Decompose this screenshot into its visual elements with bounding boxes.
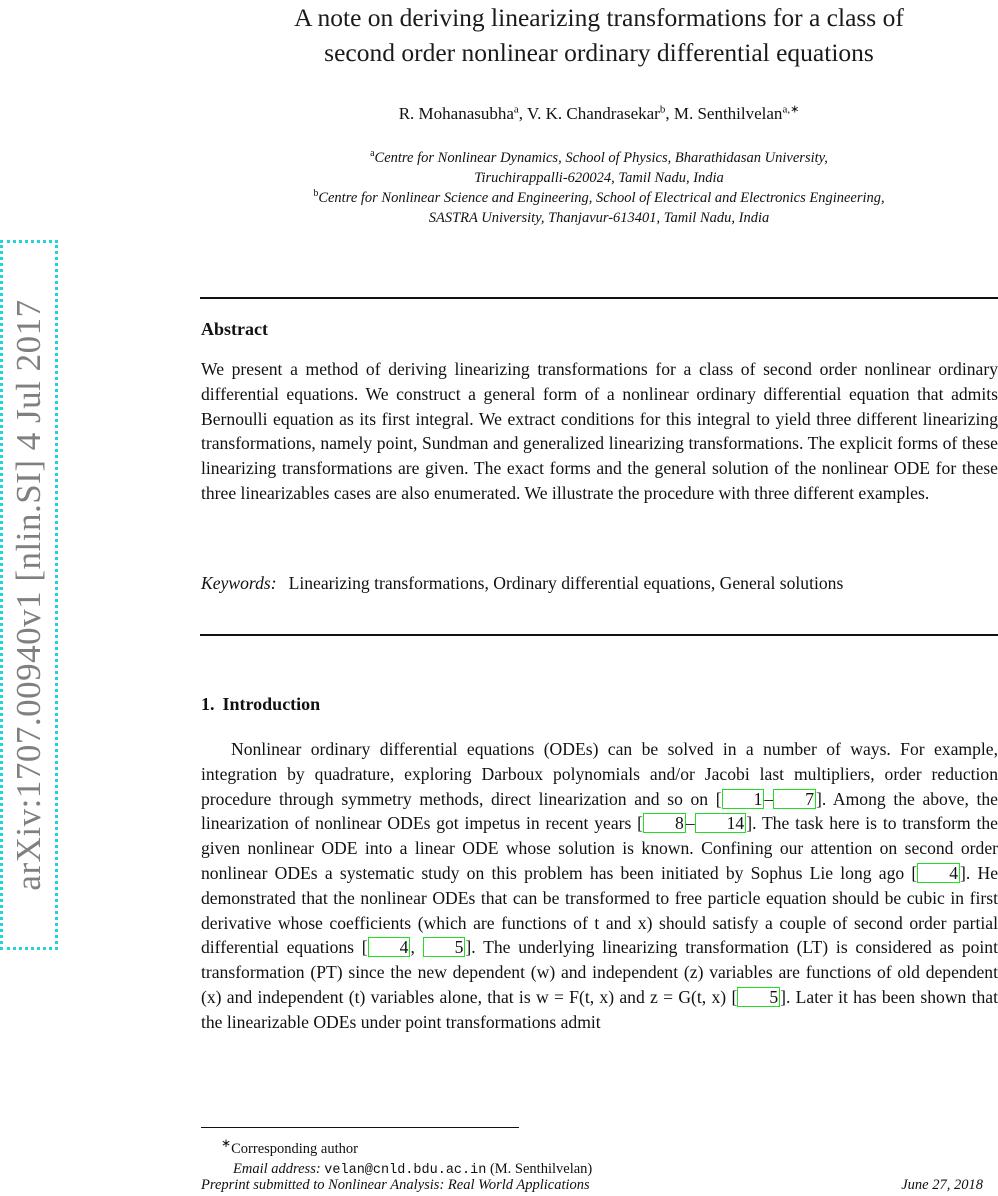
affiliation-b-line2: SASTRA University, Thanjavur-613401, Tamil Nadu, India [428,210,770,226]
author-name: V. K. Chandrasekar [527,104,660,123]
affiliations [200,148,998,228]
abstract-text: We present a method of deriving linearizing transformations for a class of second order nonlinear ordinary differential equations. We construct a general form of a nonlinear ordinary differential equation that admits Bernoulli equation as its first integral. We extract conditions for this integral to yield three different linearizing transformations, namely point, Sundman and generalized linearizing transformations. The explicit forms of these linearizing transformations are given. The exact forms and the general solution of the nonlinear ODE for these three linearizables cases are also enumerated. We illustrate the procedure with three different examples. [201,359,998,503]
author-list: R. Mohanasubha$^a$, V. K. Chandrasekar$^b$, M. Senthilvelan$^{a,∗}$ [398,103,800,123]
keywords [201,571,961,596]
paper-title [200,0,998,70]
author-name: R. Mohanasubha [398,104,514,123]
section-number: 1. [201,694,215,714]
intro-paragraph: Nonlinear ordinary differential equations (ODEs) can be solved in a number of ways. For example, integration by quadrature, exploring Darboux polynomials and/or Jacobi last multipliers, order reduction procedure through symmetry methods, direct linearization and so on [ 1 – 7 ]. Among the above, the linearization of nonlinear ODEs got impetus in recent years [ 8 – 14 ]. The task here is to transform the given nonlinear ODE into a linear ODE whose solution is known. Confining our attention on second order nonlinear ODEs a systematic study on this problem has been initiated by Sophus Lie long ago [ 4 ]. He demonstrated that the nonlinear ODEs that can be transformed to free particle equation should be cubic in first derivative whose coefficients (which are functions of t and x) should satisfy a couple of second order partial differential equations [ 4 , 5 ]. The underlying linearizing transformation (LT) is considered as point transformation (PT) since the new dependent (w) and independent (z) variables are functions of old dependent (x) and independent (t) variables alone, that is w = F(t, x) and z = G(t, x) [ 5 ]. Later it has been shown that the linearizable ODEs under point transformations admit [201,739,998,1032]
author-affil-mark: a,∗ [782,103,800,116]
citation-link[interactable]: 1 [722,789,765,809]
keywords-label: Keywords: [201,573,277,593]
citation-link[interactable]: 7 [773,789,816,809]
email-address[interactable]: velan@cnld.bdu.ac.in [324,1162,487,1178]
arxiv-stamp[interactable] [0,240,58,950]
footer-date: June 27, 2018 [901,1177,983,1193]
email-owner: (M. Senthilvelan) [489,1160,593,1177]
footnote [201,1133,592,1181]
corresponding-author-note: ∗Corresponding author [221,1136,358,1157]
citation-link[interactable]: 8 [643,813,686,833]
preprint-note: Preprint submitted to Nonlinear Analysis: Real World Applications [201,1177,590,1193]
affiliation-a: $^a$Centre for Nonlinear Dynamics, School of Physics, Bharathidasan University, [370,148,828,166]
citation-link[interactable]: 14 [695,813,747,833]
title-line-2: second order nonlinear ordinary differential equations [324,38,874,67]
arxiv-stamp-text: arXiv:1707.00940v1 [nlin.SI] 4 Jul 2017 [9,299,48,891]
email-label: Email address: [233,1160,321,1177]
citation-link[interactable]: 4 [368,937,411,957]
citation-link[interactable]: 4 [917,863,960,883]
section-heading [201,694,320,715]
citation-link[interactable]: 5 [737,987,780,1007]
abstract-top-rule [200,297,998,299]
author-affil-mark: a [513,103,519,116]
page-footer [201,1177,983,1194]
author-affil-mark: b [659,103,666,116]
citation-link[interactable]: 5 [423,937,466,957]
affiliation-a-line2: Tiruchirappalli-620024, Tamil Nadu, India [474,170,724,186]
affiliation-b: $^b$Centre for Nonlinear Science and Engineering, School of Electrical and Electronics Engineering, [313,188,885,206]
footnote-rule [201,1127,519,1128]
author-name: M. Senthilvelan [673,104,783,123]
abstract-heading: Abstract [201,319,268,339]
section-title: Introduction [222,694,321,714]
keywords-text: Linearizing transformations, Ordinary differential equations, General solutions [288,573,844,593]
abstract-bottom-rule [200,634,998,636]
title-line-1: A note on deriving linearizing transformations for a class of [294,3,904,32]
